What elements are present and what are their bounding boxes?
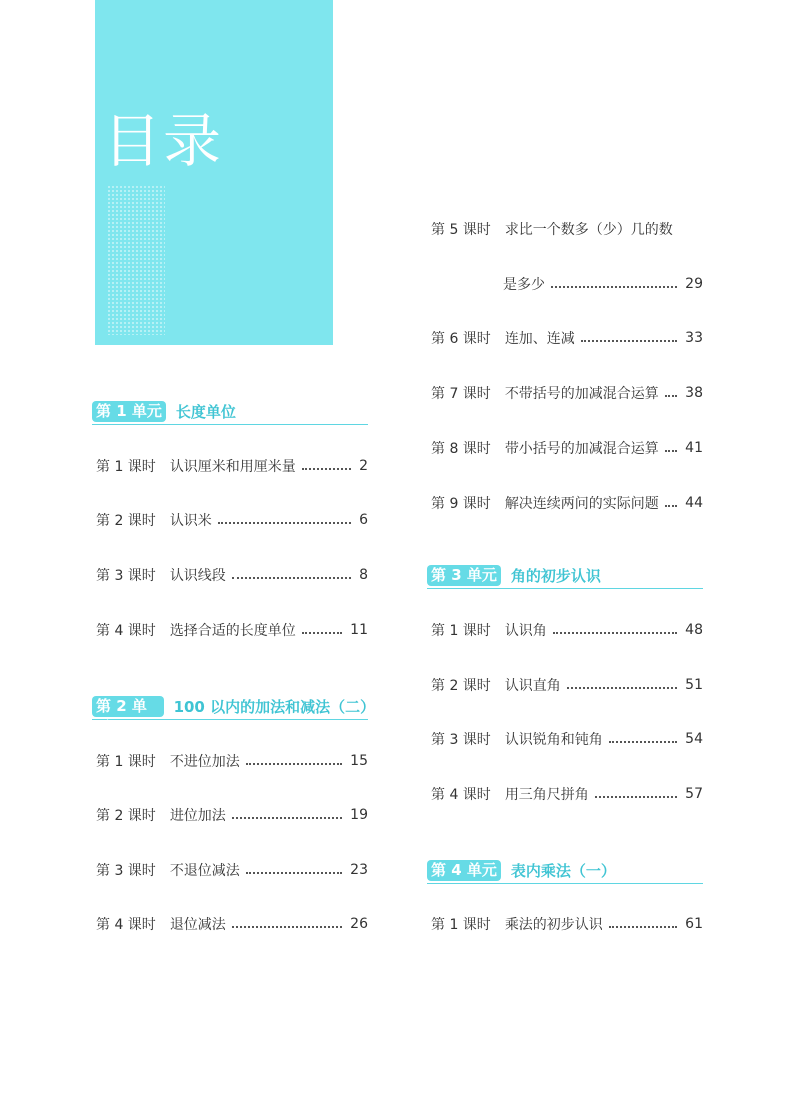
unit-2-header [92,695,376,736]
lesson-title: 认识厘米和用厘米量 [169,459,296,475]
unit-badge: 第 3 单元 [427,565,501,586]
toc-banner [95,0,333,345]
lesson-number: 第 1 课时 [96,459,156,475]
toc-entry[interactable] [96,619,368,641]
toc-entry[interactable] [96,804,368,826]
page-number: 8 [359,567,368,583]
toc-entry[interactable] [431,783,703,805]
page-number: 44 [685,495,703,511]
toc-entry[interactable] [96,509,368,531]
lesson-number: 第 7 课时 [431,386,491,402]
unit-title: 角的初步认识 [510,566,601,585]
dot-leader [665,450,677,452]
lesson-title: 带小括号的加减混合运算 [504,441,659,457]
page-number: 23 [350,862,368,878]
toc-entry[interactable] [431,382,703,404]
unit-title: 100 以内的加法和减法（二） [173,697,376,716]
lesson-title: 认识米 [169,513,212,529]
unit-1-header [92,400,368,425]
lesson-title: 不退位减法 [169,863,240,879]
lesson-title: 认识角 [504,623,547,639]
dot-leader [302,468,351,470]
lesson-title-continuation: 是多少 [503,277,545,293]
dot-leader [665,505,677,507]
lesson-number: 第 4 课时 [431,787,491,803]
page-number: 11 [350,622,368,638]
page-number: 51 [685,677,703,693]
lesson-number: 第 3 课时 [96,863,156,879]
toc-entry[interactable] [431,913,703,935]
lesson-number: 第 3 课时 [431,732,491,748]
toc-title: 目录 [103,107,224,175]
dot-leader [246,872,342,874]
lesson-title: 选择合适的长度单位 [169,623,296,639]
dot-leader [609,741,677,743]
unit-badge: 第 1 单元 [92,401,166,422]
dot-leader [551,286,677,288]
page-number: 38 [685,385,703,401]
toc-entry[interactable] [96,750,368,772]
lesson-title: 认识线段 [169,568,226,584]
dot-leader [232,577,351,579]
page-number: 61 [685,916,703,932]
page-number: 57 [685,786,703,802]
dot-leader [609,926,677,928]
unit-title: 表内乘法（一） [510,861,616,880]
page-number: 19 [350,807,368,823]
toc-entry[interactable] [96,859,368,881]
lesson-title: 求比一个数多（少）几的数 [504,222,673,238]
lesson-number: 第 1 课时 [96,754,156,770]
lesson-title: 不带括号的加减混合运算 [504,386,659,402]
lesson-title: 用三角尺拼角 [504,787,589,803]
toc-entry-continuation[interactable] [503,273,703,295]
lesson-number: 第 4 课时 [96,623,156,639]
lesson-number: 第 6 课时 [431,331,491,347]
toc-entry[interactable] [431,437,703,459]
dot-leader [218,522,351,524]
dot-leader [246,763,342,765]
lesson-number: 第 5 课时 [431,222,491,238]
page-number: 2 [359,458,368,474]
dot-leader [581,340,677,342]
dot-leader [232,926,342,928]
toc-entry[interactable] [431,619,703,641]
page-number: 48 [685,622,703,638]
dot-leader [232,817,342,819]
toc-entry[interactable] [431,728,703,750]
lesson-title: 乘法的初步认识 [504,917,603,933]
page-number: 33 [685,330,703,346]
unit-4-header [427,859,703,884]
page-number: 29 [685,276,703,292]
toc-entry[interactable] [431,492,703,514]
page-number: 41 [685,440,703,456]
toc-entry[interactable] [431,327,703,349]
toc-entry[interactable] [96,455,368,477]
dot-leader [567,687,677,689]
page-number: 6 [359,512,368,528]
lesson-title: 认识锐角和钝角 [504,732,603,748]
page-number: 15 [350,753,368,769]
banner-dot-pattern [107,185,165,335]
page-number: 26 [350,916,368,932]
toc-entry[interactable] [431,674,703,696]
unit-3-header [427,564,703,589]
lesson-number: 第 8 课时 [431,441,491,457]
lesson-number: 第 2 课时 [431,678,491,694]
lesson-title: 不进位加法 [169,754,240,770]
lesson-number: 第 3 课时 [96,568,156,584]
dot-leader [595,796,677,798]
dot-leader [302,632,342,634]
toc-entry[interactable] [431,218,703,240]
unit-title: 长度单位 [175,402,236,421]
toc-entry[interactable] [96,564,368,586]
page-number: 54 [685,731,703,747]
lesson-title: 解决连续两问的实际问题 [504,496,659,512]
lesson-title: 认识直角 [504,678,561,694]
unit-badge: 第 4 单元 [427,860,501,881]
dot-leader [553,632,677,634]
lesson-number: 第 1 课时 [431,917,491,933]
lesson-number: 第 2 课时 [96,513,156,529]
lesson-title: 连加、连减 [504,331,575,347]
lesson-number: 第 1 课时 [431,623,491,639]
lesson-title: 退位减法 [169,917,226,933]
lesson-number: 第 4 课时 [96,917,156,933]
dot-leader [665,395,677,397]
lesson-title: 进位加法 [169,808,226,824]
toc-entry[interactable] [96,913,368,935]
unit-badge: 第 2 单元 [92,696,164,717]
lesson-number: 第 9 课时 [431,496,491,512]
lesson-number: 第 2 课时 [96,808,156,824]
